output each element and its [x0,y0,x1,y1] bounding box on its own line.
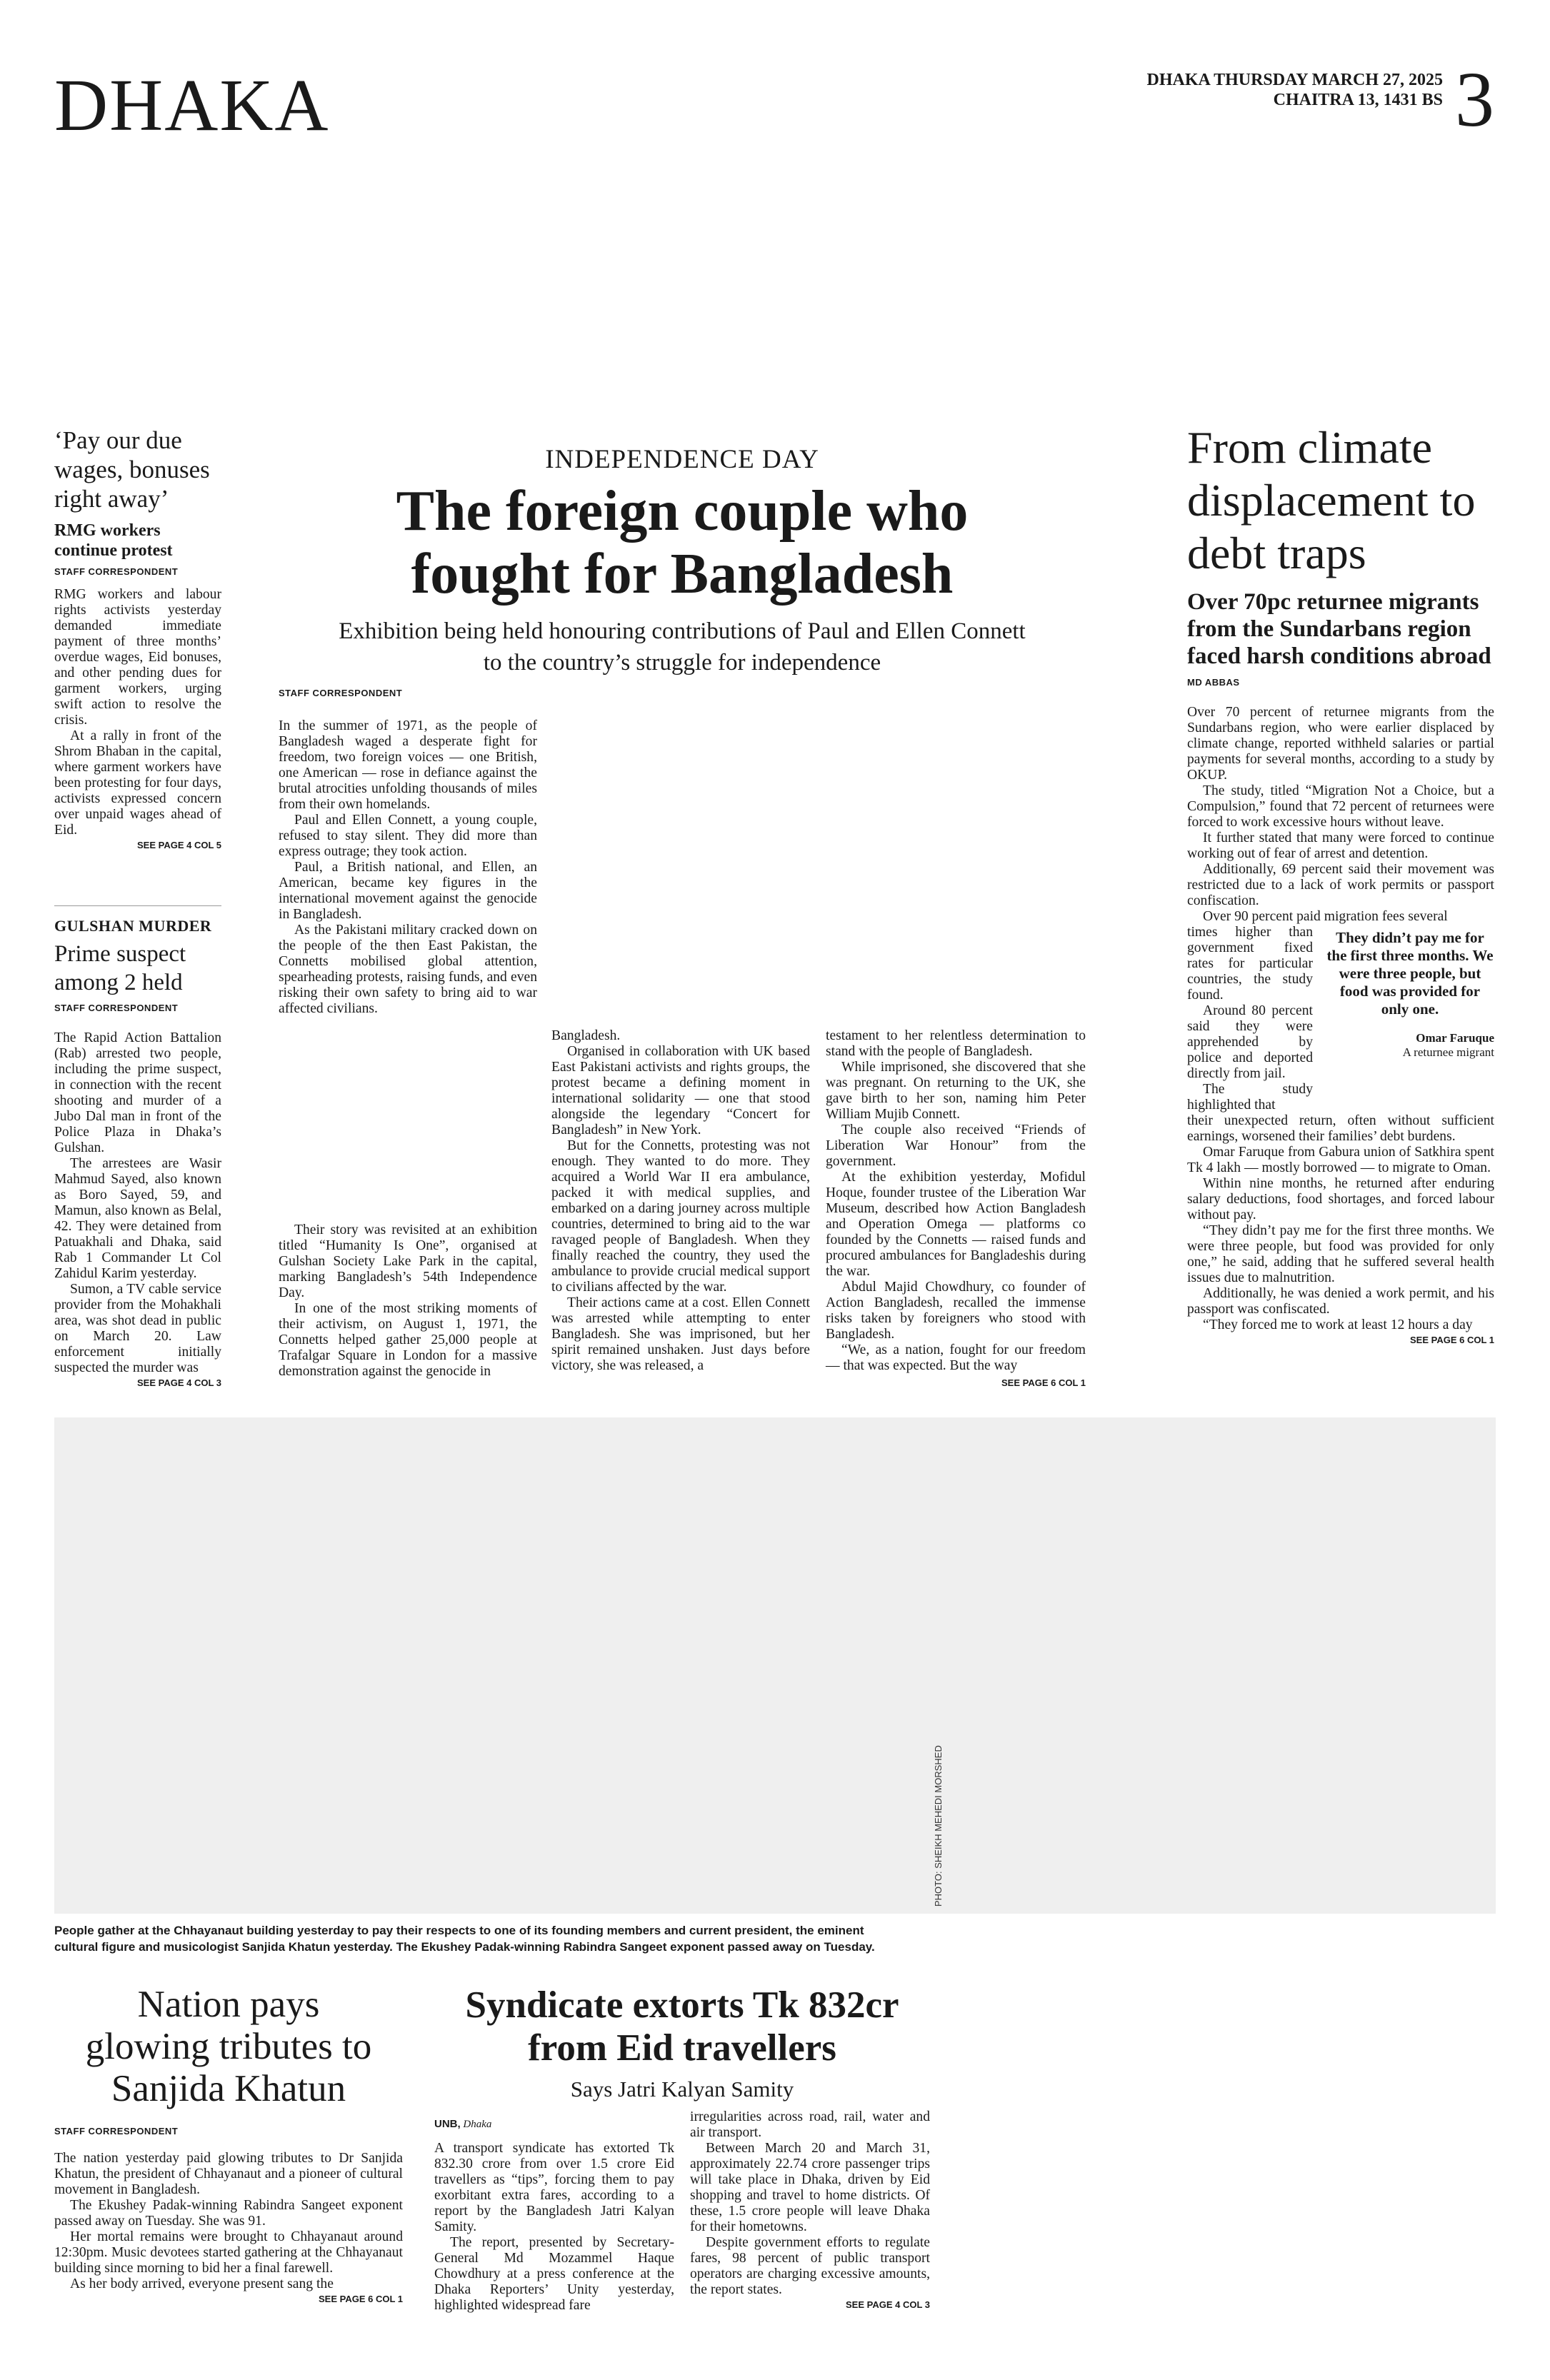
section-masthead: DHAKA [54,64,330,146]
lead-byline: STAFF CORRESPONDENT [279,688,403,698]
deck-line: Exhibition being held honouring contributions of Paul and Ellen Connett [339,618,1026,644]
paragraph: While imprisoned, she discovered that she was pregnant. On returning to the UK, she gave birth to her son, naming him Peter William Mujib Connett. [826,1060,1086,1122]
byline-org: UNB, [434,2118,461,2130]
paragraph: At a rally in front of the Shrom Bhaban in the capital, where garment workers have been protesting for four days, activists expressed concern over unpaid wages ahead of Eid. [54,728,221,838]
paragraph: testament to her relentless determination to stand with the people of Bangladesh. [826,1028,1086,1059]
paragraph: The report, presented by Secretary-General Md Mozammel Haque Chowdhury at a press conference at the Dhaka Reporters’ Unity yesterday, highlighted widespread fare [434,2235,674,2313]
byline: STAFF CORRESPONDENT [54,566,179,577]
paragraph: Additionally, he was denied a work permit, and his passport was confiscated. [1187,1286,1494,1317]
paragraph: Her mortal remains were brought to Chhayanaut around 12:30pm. Music devotees started gathering at the Chhayanaut building since morning to bid her a final farewell. [54,2229,403,2276]
dateline-bangla-date: CHAITRA 13, 1431 BS [1273,91,1443,109]
column-1 [434,2118,674,2314]
paragraph: Paul, a British national, and Ellen, an American, became key figures in the international movement against the genocide in Bangladesh. [279,860,537,922]
kicker: GULSHAN MURDER [54,917,212,935]
paragraph: Their story was revisited at an exhibition titled “Humanity Is One”, organised at Gulshan Society Lake Park in the capital, marking Bangladesh’s 54th Independence Day. [279,1222,537,1300]
paragraph: The study, titled “Migration Not a Choice, but a Compulsion,” found that 72 percent of returnees were forced to work excessive hours without leave. [1187,783,1494,830]
paragraph: Paul and Ellen Connett, a young couple, refused to stay silent. They did more than express outrage; they took action. [279,813,537,859]
caption-line: People gather at the Chhayanaut building yesterday to pay their respects to one of its founding members and current president, the eminent [54,1924,864,1937]
paragraph: The Ekushey Padak-winning Rabindra Sangeet exponent passed away on Tuesday. She was 91. [54,2198,403,2229]
pull-quote-role: A returnee migrant [1402,1045,1494,1059]
lead-headline [279,480,1086,606]
story-body [690,2109,930,2298]
headline-line: from Eid travellers [528,2027,836,2069]
paragraph: Omar Faruque from Gabura union of Satkhira spent Tk 4 lakh — mostly borrowed — to migrate to Oman. [1187,1145,1494,1175]
paragraph: As the Pakistani military cracked down on the people of the then East Pakistan, the Connetts mobilised global attention, spearheading protests, raising funds, and even risking their own safety to bring aid to war affected civilians. [279,923,537,1016]
caption-line: cultural figure and musicologist Sanjida Khatun yesterday. The Ekushey Padak-winning Rabindra Sangeet exponent passed away on Tuesday. [54,1940,875,1954]
paragraph: Bangladesh. [551,1028,621,1043]
lead-deck [279,616,1086,678]
story-syndicate-extorts [434,1984,930,2314]
paragraph: Around 80 percent said they were apprehended by police and deported directly from jail. [1187,1003,1313,1081]
photo-credit: PHOTO: SHEIKH MEHEDI MORSHED [933,1745,944,1907]
paragraph: “We, as a nation, fought for our freedom — that was expected. But the way [826,1342,1086,1373]
news-photo [54,1417,1496,1914]
paragraph: At the exhibition yesterday, Mofidul Hoque, founder trustee of the Liberation War Museum, described how Action Bangladesh and Operation Omega — platforms co founded by the Connetts — raised funds and procured ambulances for Bangladeshis during the war. [826,1170,1086,1279]
story-body [54,2151,403,2292]
paragraph: their unexpected return, often without sufficient earnings, worsened their families’ debt burdens. [1187,1113,1494,1144]
headline: From climate displacement to debt traps [1187,422,1476,578]
lead-column-3 [826,1028,1086,1391]
paragraph: RMG workers and labour rights activists yesterday demanded immediate payment of three months’ overdue wages, Eid bonuses, and other pending dues for garment workers, urging swift action to resolve the crisis. [54,587,221,728]
subhead: RMG workers continue protest [54,521,173,560]
paragraph: In one of the most striking moments of their activism, on August 1, 1971, the Connetts helped gather 25,000 people at Trafalgar Square in London for a massive demonstration against the genocide in [279,1301,537,1379]
headline-line: The foreign couple who [396,480,969,543]
paragraph: But for the Connetts, protesting was not enough. They wanted to do more. They acquired a World War II era ambulance, packed it with medical supplies, and embarked on a daring journey across multiple countries, determined to bring aid to the war ravaged people of Bangladesh. When they finally reached the country, they used the ambulance to provide crucial medical support to civilians affected by the war. [551,1138,810,1295]
headline-line: Sanjida Khatun [111,2068,346,2109]
photo-caption [54,1922,1154,1955]
lead-kicker: INDEPENDENCE DAY [545,445,819,474]
paragraph: The couple also received “Friends of Liberation War Honour” from the government. [826,1123,1086,1169]
headline [54,1984,403,2110]
paragraph: The Rapid Action Battalion (Rab) arrested two people, including the prime suspect, in connection with the recent shooting and murder of a Jubo Dal man in front of the Police Plaza in Dhaka’s Gulshan. [54,1030,221,1155]
story-body-narrow [1187,925,1313,1113]
story-sanjida-khatun [54,1984,403,2304]
headline-line: Nation pays [137,1984,320,2025]
deck-line: to the country’s struggle for independence [483,650,881,676]
paragraph: Within nine months, he returned after enduring salary deductions, food shortages, and forced labour without pay. [1187,1176,1494,1222]
jump-line[interactable]: SEE PAGE 6 COL 1 [318,2294,403,2304]
byline: MD ABBAS [1187,677,1240,688]
paragraph: The arrestees are Wasir Mahmud Sayed, also known as Boro Sayed, 59, and Mamun, also known as Belal, 42. They were detained from Patuakhali and Dhaka, said Rab 1 Commander Lt Col Zahidul Karim yesterday. [54,1156,221,1281]
pull-quote [1326,925,1494,1113]
lead-column-2 [551,1028,810,1374]
byline: STAFF CORRESPONDENT [54,1003,179,1013]
pull-quote-text: They didn’t pay me for the first three months. We were three people, but food was provided for only one. [1326,929,1494,1018]
paragraph: In the summer of 1971, as the people of Bangladesh waged a desperate fight for freedom, two foreign voices — one British, one American — rose in defiance against the brutal atrocities unfolding thousands of miles from their own homelands. [279,718,537,812]
paragraph: The nation yesterday paid glowing tributes to Dr Sanjida Khatun, the president of Chhayanaut and a pioneer of cultural movement in Bangladesh. [54,2151,403,2197]
paragraph: Over 70 percent of returnee migrants from the Sundarbans region, who were earlier displaced by climate change, reported withheld salaries or partial payments for several months, according to a study by OKUP. [1187,705,1494,783]
dateline-date: DHAKA THURSDAY MARCH 27, 2025 [1146,71,1443,89]
lead-column-1-bottom [279,1222,537,1380]
paragraph: Despite government efforts to regulate fares, 98 percent of public transport operators are charging excessive amounts, the report states. [690,2235,930,2297]
headline: Prime suspect among 2 held [54,941,186,995]
headline: ‘Pay our due wages, bonuses right away’ [54,426,210,513]
byline-place: Dhaka [463,2119,492,2130]
paragraph: Sumon, a TV cable service provider from the Mohakhali area, was shot dead in public on March 20. Law enforcement initially suspected the murder was [54,1282,221,1375]
story-columns [434,2109,930,2314]
jump-line[interactable]: SEE PAGE 4 COL 3 [845,2299,930,2310]
headline-line: fought for Bangladesh [411,543,954,606]
dateline [1147,70,1443,110]
jump-line[interactable]: SEE PAGE 6 COL 1 [1001,1377,1086,1388]
paragraph: “They didn’t pay me for the first three months. We were three people, but food was provided for only one,” he said, adding that he suffered several health issues due to malnutrition. [1187,1223,1494,1285]
paragraph: As her body arrived, everyone present sang the [70,2276,334,2291]
paragraph: A transport syndicate has extorted Tk 832.30 crore from over 1.5 crore Eid travellers as “tips”, forcing them to pay exorbitant extra fares, according to a report by the Bangladesh Jatri Kalyan Samity. [434,2141,674,2234]
photo-placeholder [54,1417,1496,1914]
paragraph: “They forced me to work at least 12 hours a day [1203,1317,1473,1332]
subhead: Over 70pc returnee migrants from the Sundarbans region faced harsh conditions abroad [1187,589,1491,669]
story-rmg-workers [54,426,221,850]
paragraph: The study highlighted that [1187,1082,1313,1113]
story-climate-migrants [1187,421,1494,1345]
story-body-top [1187,705,1494,925]
headline-line: glowing tributes to [85,2026,372,2067]
deck: Says Jatri Kalyan Samity [570,2077,794,2102]
headline [434,1984,930,2069]
paragraph: Their actions came at a cost. Ellen Connett was arrested while attempting to enter Bangladesh. She was imprisoned, but her spirit remained unshaken. Just days before victory, she was released, a [551,1295,810,1373]
story-body [434,2141,674,2314]
paragraph: Between March 20 and March 31, approximately 22.74 crore passenger trips will take place in Dhaka, driven by Eid shopping and travel to home districts. Of these, 1.5 crore people will leave Dhaka for their hometowns. [690,2141,930,2234]
paragraph: Organised in collaboration with UK based East Pakistani activists and rights groups, the protest became a defining moment in international solidarity — one that stood alongside the legendary “Concert for Bangladesh” in New York. [551,1044,810,1138]
story-body [54,1030,221,1376]
paragraph: Over 90 percent paid migration fees several [1203,909,1448,924]
jump-line[interactable]: SEE PAGE 6 COL 1 [1409,1335,1494,1345]
story-gulshan-murder [54,917,221,1388]
byline [434,2118,674,2131]
column-2 [690,2109,930,2314]
paragraph: Abdul Majid Chowdhury, co founder of Action Bangladesh, recalled the immense risks taken by foreigners who stood with Bangladesh. [826,1280,1086,1342]
paragraph: It further stated that many were forced to continue working out of fear of arrest and detention. [1187,830,1494,861]
headline-line: Syndicate extorts Tk 832cr [465,1984,899,2026]
story-body-bottom [1187,1113,1494,1333]
column-rule [54,905,221,906]
story-body [54,587,221,838]
lead-column-1-top [279,718,537,1017]
paragraph: times higher than government fixed rates for particular countries, the study found. [1187,925,1313,1003]
quote-wrap [1187,925,1494,1113]
paragraph: irregularities across road, rail, water and air transport. [690,2109,930,2140]
jump-line[interactable]: SEE PAGE 4 COL 3 [136,1377,221,1388]
byline: STAFF CORRESPONDENT [54,2126,179,2137]
jump-line[interactable]: SEE PAGE 4 COL 5 [136,840,221,850]
page-number: 3 [1455,56,1494,143]
pull-quote-name: Omar Faruque [1416,1031,1494,1045]
paragraph: Additionally, 69 percent said their movement was restricted due to a lack of work permits or passport confiscation. [1187,862,1494,908]
